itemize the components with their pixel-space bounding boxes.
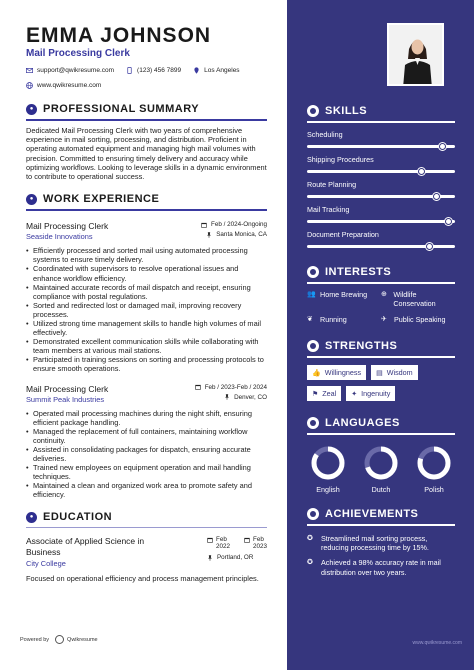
calendar-icon [244,537,250,543]
strength-label: Ingenuity [361,389,391,398]
strength-tag [371,365,418,380]
list-item: • Trained new employees on equipment operation and mail handling techniques. [26,463,267,481]
strength-label: Wisdom [386,368,413,377]
job-bullets [26,246,267,373]
job-title: Mail Processing Clerk [26,383,109,394]
skills-list [307,130,455,248]
phone-icon [126,67,133,74]
location-item [193,67,239,74]
job-bullets [26,409,267,500]
list-item: • Demonstrated excellent communication skills while collaborating with team members at various mail stations. [26,337,267,355]
strengths-divider [307,356,455,358]
language-name: English [316,485,340,494]
interest-label: Home Brewing [320,290,368,299]
strength-tag [307,386,341,401]
experience-divider [26,209,267,211]
school-name: City College [26,559,66,569]
language-item [310,445,346,494]
job-location: Santa Monica, CA [216,231,267,239]
sidebar [287,0,474,670]
languages-title: LANGUAGES [325,417,400,429]
phone-item[interactable] [126,67,181,74]
interests-title: INTERESTS [325,266,392,278]
achievement-item [307,534,455,552]
calendar-icon [207,537,213,543]
language-level-ring [310,445,346,481]
skill-name: Mail Tracking [307,205,350,214]
skill-bar [307,195,455,198]
languages-list [307,445,455,494]
rocket-icon [307,266,319,278]
location-pin-icon [193,67,200,74]
bulb-icon [307,105,319,117]
powered-by-label: Powered by [20,636,50,643]
website-text: www.qwikresume.com [37,82,102,89]
languages-divider [307,433,455,435]
list-item: • Managed the replacement of full containers, maintaining workflow continuity. [26,427,267,445]
skill-bar [307,170,455,173]
book-icon: ▤ [376,369,383,377]
strength-tag [346,386,395,401]
interests-heading [307,266,455,278]
education-end: Feb 2023 [252,536,267,551]
job-entry [26,384,267,500]
education-divider [26,527,267,528]
phone-text: (123) 456 7899 [137,67,182,74]
interest-item [307,290,381,308]
interest-label: Wildlife Conservation [393,290,436,308]
interest-item [381,315,455,324]
medal-icon: ✪ [307,535,313,542]
achievement-text: Streamlined mail sorting process, reducing processing time by 15%. [321,534,429,553]
achievement-item [307,558,455,576]
education-title: EDUCATION [43,511,113,524]
list-item: • Efficiently processed and sorted mail using automated processing systems to ensure timely delivery. [26,246,267,264]
skill-item [307,155,455,173]
strengths-heading [307,340,455,352]
list-item: • Coordinated with supervisors to resolve operational issues and enhance workflow efficiency. [26,264,267,282]
achievements-title: ACHIEVEMENTS [325,508,419,520]
language-item [416,445,452,494]
summary-text: Dedicated Mail Processing Clerk with two years of comprehensive experience in mail sorting, processing, and distribution. Proficient in operating automated equipment and managing high mail volumes with precision. Committed to ensuring timely delivery and accuracy while optimizing workflows. Looking to leverage skills in a dynamic environment to contribute to operational success. [26,126,267,182]
sun-icon [307,340,319,352]
candidate-name: EMMA JOHNSON [26,24,212,47]
strength-label: Willingness [324,368,362,377]
email-text: support@qwikresume.com [37,67,115,74]
skill-bar [307,245,455,248]
skill-level-knob [426,243,433,250]
skill-name: Shipping Procedures [307,155,374,164]
list-item: • Operated mail processing machines during the night shift, ensuring efficient package handling. [26,409,267,427]
strengths-title: STRENGTHS [325,340,398,352]
skill-name: Scheduling [307,130,343,139]
achievement-text: Achieved a 98% accuracy rate in mail distribution over two years. [321,558,441,577]
skill-level-knob [439,143,446,150]
job-dates: Feb / 2023-Feb / 2024 [204,383,267,391]
language-name: Polish [424,485,444,494]
globe-icon: ⊕ [381,291,387,298]
list-item: • Maintained a clean and organized work area to promote safety and efficiency. [26,481,267,499]
avatar [389,25,444,86]
company-name: Seaside Innovations [26,232,93,242]
location-text: Los Angeles [204,67,240,74]
plane-icon: ✈ [381,316,387,323]
medal-icon: ✪ [307,559,313,567]
interests-list [307,290,455,324]
achievements-heading [307,508,455,520]
flag-icon: ⚑ [312,390,319,398]
education-heading [26,511,267,523]
experience-heading [26,193,267,205]
degree-name: Associate of Applied Science in Business [26,536,145,557]
summary-title: PROFESSIONAL SUMMARY [43,103,200,115]
skill-level-knob [445,218,452,225]
language-level-ring [416,445,452,481]
company-name: Summit Peak Industries [26,394,105,404]
graduation-cap-icon: ● [26,512,37,523]
thumbs-up-icon: 👍 [312,369,321,377]
achievements-divider [307,524,455,526]
skill-item [307,230,455,248]
trophy-icon [307,508,319,520]
users-icon: 👥 [307,291,316,298]
language-item [363,445,399,494]
skill-item [307,130,455,148]
email-item[interactable] [26,67,114,74]
interest-label: Public Speaking [394,315,446,324]
strength-tag [307,365,366,380]
education-start: Feb 2022 [215,536,230,551]
language-level-ring [363,445,399,481]
interests-divider [307,282,455,284]
globe-icon [26,82,33,89]
skill-name: Route Planning [307,180,357,189]
user-icon: ● [26,104,37,115]
list-item: • Participated in training sessions on sorting and processing protocols to ensure smooth operations. [26,355,267,373]
qwikresume-logo-icon [55,635,64,644]
lightbulb-icon: ✦ [351,390,358,398]
experience-title: WORK EXPERIENCE [43,193,160,206]
education-location: Portland, OR [216,554,254,562]
list-item: • Maintained accurate records of mail dispatch and receipt, ensuring compliance with postal regulations. [26,283,267,301]
profile-photo [387,23,444,86]
job-entry [26,221,267,373]
skill-item [307,180,455,198]
strength-label: Zeal [322,389,337,398]
list-item: • Assisted in consolidating packages for dispatch, ensuring accurate deliveries. [26,445,267,463]
job-title: Mail Processing Clerk [26,221,109,232]
skill-level-knob [418,168,425,175]
candidate-title: Mail Processing Clerk [26,48,130,59]
list-item: • Sorted and redirected lost or damaged mail, improving recovery processes. [26,301,267,319]
language-name: Dutch [371,485,391,494]
pushpin-icon [224,394,230,400]
footer [20,635,98,644]
skills-divider [307,121,455,123]
strengths-list [307,365,455,401]
skill-name: Document Preparation [307,230,379,239]
summary-divider [26,119,267,121]
paw-icon: ❦ [307,316,313,323]
briefcase-icon: ● [26,194,37,205]
footer-website[interactable]: www.qwikresume.com [412,640,462,646]
pushpin-icon [206,232,212,238]
interest-label: Running [320,315,347,324]
job-location: Denver, CO [234,393,267,401]
skills-heading [307,105,455,117]
website-item[interactable] [26,82,267,89]
brand-name[interactable]: Qwikresume [67,636,98,643]
calendar-icon [201,222,207,228]
education-description: Focused on operational efficiency and process management principles. [26,574,259,584]
interest-item [381,290,455,308]
skill-bar [307,220,455,223]
interest-item [307,315,381,324]
skill-item [307,205,455,223]
skill-level-knob [433,193,440,200]
summary-heading [26,103,267,115]
globe-icon [307,417,319,429]
mail-icon [26,67,33,74]
skills-title: SKILLS [325,105,368,117]
job-dates: Feb / 2024-Ongoing [210,221,267,229]
pushpin-icon [207,555,213,561]
languages-heading [307,417,455,429]
skill-bar [307,145,455,148]
contact-row [26,67,267,74]
calendar-icon [195,384,201,390]
education-entry [26,536,267,568]
list-item: • Utilized strong time management skills to handle high volumes of mail effectively. [26,319,267,337]
